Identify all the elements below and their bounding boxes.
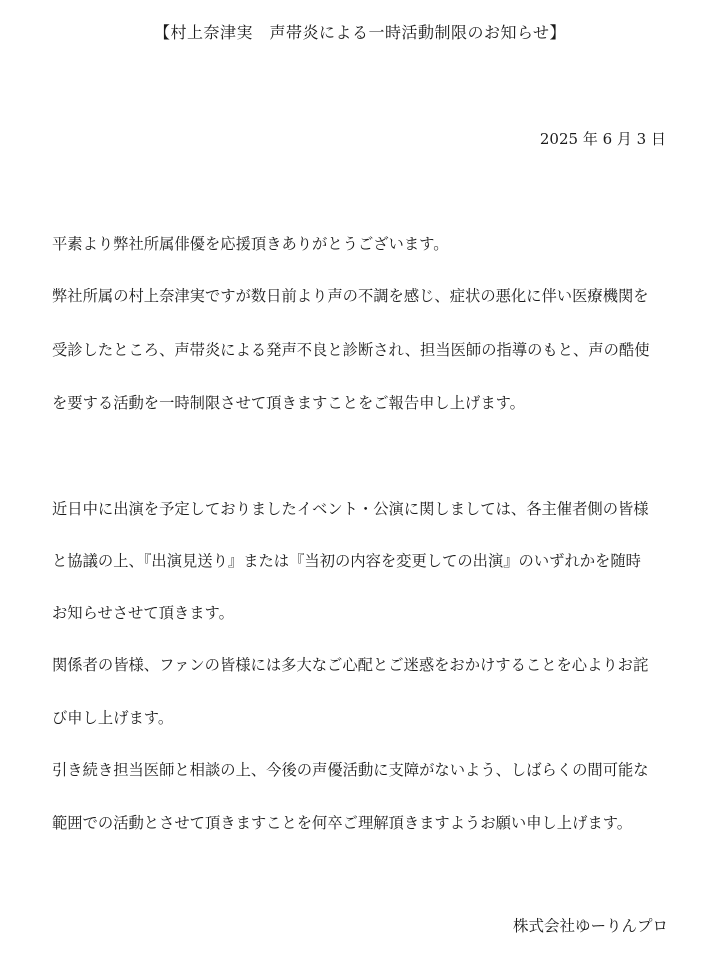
body-line: 近日中に出演を予定しておりましたイベント・公演に関しましては、各主催者側の皆様 xyxy=(52,500,649,518)
company-signature: 株式会社ゆーりんプロ xyxy=(512,917,668,935)
body-line: と協議の上、『出演見送り』または『当初の内容を変更しての出演』のいずれかを随時 xyxy=(52,552,641,570)
announcement-title: 【村上奈津実 声帯炎による一時活動制限のお知らせ】 xyxy=(153,23,567,42)
body-line: 関係者の皆様、ファンの皆様には多大なご心配とご迷惑をおかけすることを心よりお詫 xyxy=(52,656,649,674)
body-line: 弊社所属の村上奈津実ですが数日前より声の不調を感じ、症状の悪化に伴い医療機関を xyxy=(52,287,649,305)
body-line: 引き続き担当医師と相談の上、今後の声優活動に支障がないよう、しばらくの間可能な xyxy=(52,761,649,779)
body-line: お知らせさせて頂きます。 xyxy=(52,604,234,622)
body-line: 受診したところ、声帯炎による発声不良と診断され、担当医師の指導のもと、声の酷使 xyxy=(52,341,650,359)
body-line: 平素より弊社所属俳優を応援頂きありがとうございます。 xyxy=(52,235,449,253)
body-line: 範囲での活動とさせて頂きますことを何卒ご理解頂きますようお願い申し上げます。 xyxy=(52,814,633,832)
body-line: を要する活動を一時制限させて頂きますことをご報告申し上げます。 xyxy=(52,394,525,412)
announcement-date: 2025 年 6 月 3 日 xyxy=(539,130,666,148)
body-line: び申し上げます。 xyxy=(52,709,174,727)
